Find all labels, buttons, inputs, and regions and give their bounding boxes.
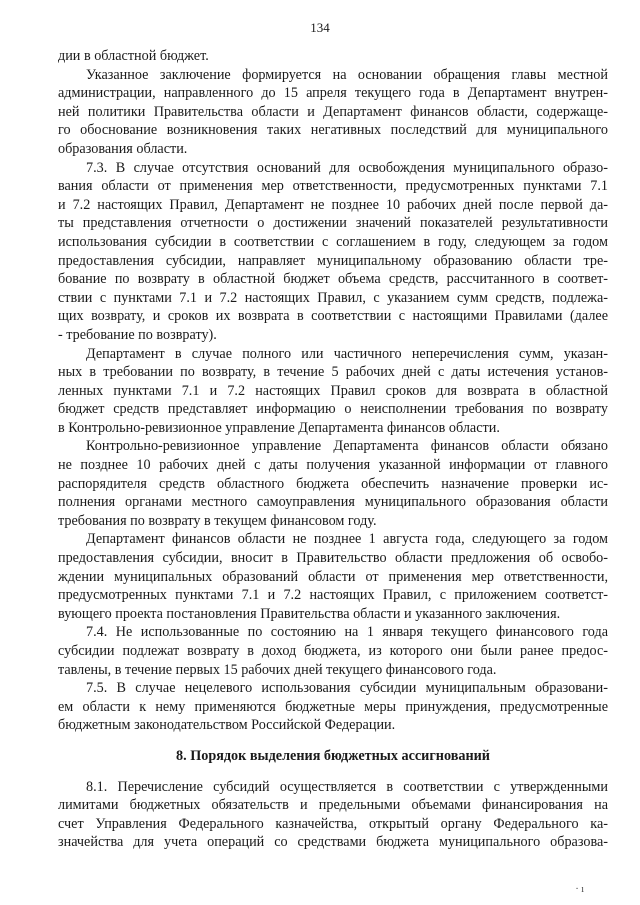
- text-line: лимитами бюджетных обязательств и предельными объемами финансирования на: [58, 797, 608, 814]
- text-line: ствии с пунктами 7.1 и 7.2 настоящих Правил, с указанием сумм средств, подлежа-: [58, 289, 608, 306]
- text-line: требования по возврату в текущем финансовом году.: [58, 512, 377, 529]
- body-text-part-2: [58, 778, 608, 852]
- text-line: использования субсидии в соответствии с соглашением в году, следующем за годом: [58, 233, 608, 250]
- text-line: 7.4. Не использованные по состоянию на 1 января текущего финансового года: [86, 624, 608, 641]
- section-heading: 8. Порядок выделения бюджетных ассигнований: [176, 747, 490, 764]
- document-body: [58, 47, 608, 852]
- text-line: Контрольно-ревизионное управление Департамента финансов области обязано: [86, 438, 608, 455]
- text-line: 7.3. В случае отсутствия оснований для освобождения муниципального образо-: [86, 159, 608, 176]
- spacer: [58, 735, 608, 747]
- body-text-part-1: [58, 47, 608, 735]
- text-line: в Контрольно-ревизионное управление Департамента финансов области.: [58, 419, 500, 436]
- text-line: полнения органами местного самоуправления муниципального образования области: [58, 494, 608, 511]
- text-line: бюджетным законодательством Российской Федерации.: [58, 717, 396, 734]
- text-line: ных в требовании по возврату, в течение 5 рабочих дней с даты истечения установ-: [58, 364, 608, 381]
- text-line: ем области к нему применяются бюджетные меры принуждения, предусмотренные: [58, 698, 608, 715]
- text-line: дии в областной бюджет.: [58, 48, 209, 64]
- text-line: щих возврату, и сроков их возврата в соответствии с настоящими Правилами (далее: [58, 308, 608, 325]
- text-line: предусмотренных пунктами 7.1 и 7.2 настоящих Правил, с приложением соответст-: [58, 587, 608, 604]
- text-line: предоставления субсидии, вносит в Правительство области предложения об освобо-: [58, 550, 608, 567]
- text-line: счет Управления Федерального казначейства, открытый органу Федерального ка-: [58, 815, 608, 832]
- text-line: 7.5. В случае нецелевого использования субсидии муниципальным образовани-: [86, 680, 608, 697]
- page-number: 134: [310, 20, 330, 35]
- text-line: и 7.2 настоящих Правил, Департамент не позднее 10 рабочих дней после первой да-: [58, 196, 608, 213]
- text-line: бюджет средств представляет информацию о неисполнении требования по возврату: [58, 401, 608, 418]
- spacer: [58, 766, 608, 778]
- text-line: Департамент финансов области не позднее 1 августа года, следующего за годом: [86, 531, 608, 548]
- text-line: субсидии подлежат возврату в доход бюджета, из которого они были ранее предос-: [58, 643, 608, 659]
- text-line: не позднее 10 рабочих дней с даты получения указанной информации от главного: [58, 457, 608, 474]
- corner-mark: · ı: [575, 884, 584, 895]
- text-line: Департамент в случае полного или частичного неперечисления сумм, указан-: [86, 345, 608, 362]
- text-line: ты представления отчетности о достижении значений показателей результативности: [58, 215, 608, 232]
- text-line: бование по возврату в областной бюджет объема средств, рассчитанного в соответ-: [58, 271, 608, 288]
- text-line: значейства для учета операций со средствами бюджета муниципального образова-: [58, 834, 608, 851]
- text-line: предоставления субсидии, направляет муниципальному образованию области тре-: [58, 252, 608, 269]
- text-line: администрации, направленного до 15 апреля текущего года в Департамент внутрен-: [58, 85, 608, 102]
- text-line: тавлены, в течение первых 15 рабочих дней текущего финансового года.: [58, 661, 497, 678]
- text-line: 8.1. Перечисление субсидий осуществляется в соответствии с утвержденными: [86, 778, 608, 795]
- text-line: ней политики Правительства области и Департамент финансов области, содержаще-: [58, 103, 608, 120]
- text-line: вания области от применения мер ответственности, предусмотренных пунктами 7.1: [58, 178, 608, 195]
- text-line: распорядителя средств областного бюджета обеспечить назначение проверки ис-: [58, 475, 608, 492]
- text-line: ждении муниципальных образований области от применения мер ответственности,: [58, 568, 608, 585]
- text-line: Указанное заключение формируется на основании обращения главы местной: [86, 66, 608, 83]
- text-line: вующего проекта постановления Правительства области и указанного заключения.: [58, 605, 561, 622]
- text-line: образования области.: [58, 140, 188, 157]
- text-line: го обоснование возникновения таких негативных последствий для муниципального: [58, 122, 608, 139]
- text-line: ленных пунктами 7.1 и 7.2 настоящих Правил сроков для возврата в областной: [58, 382, 608, 399]
- text-line: - требование по возврату).: [58, 326, 217, 343]
